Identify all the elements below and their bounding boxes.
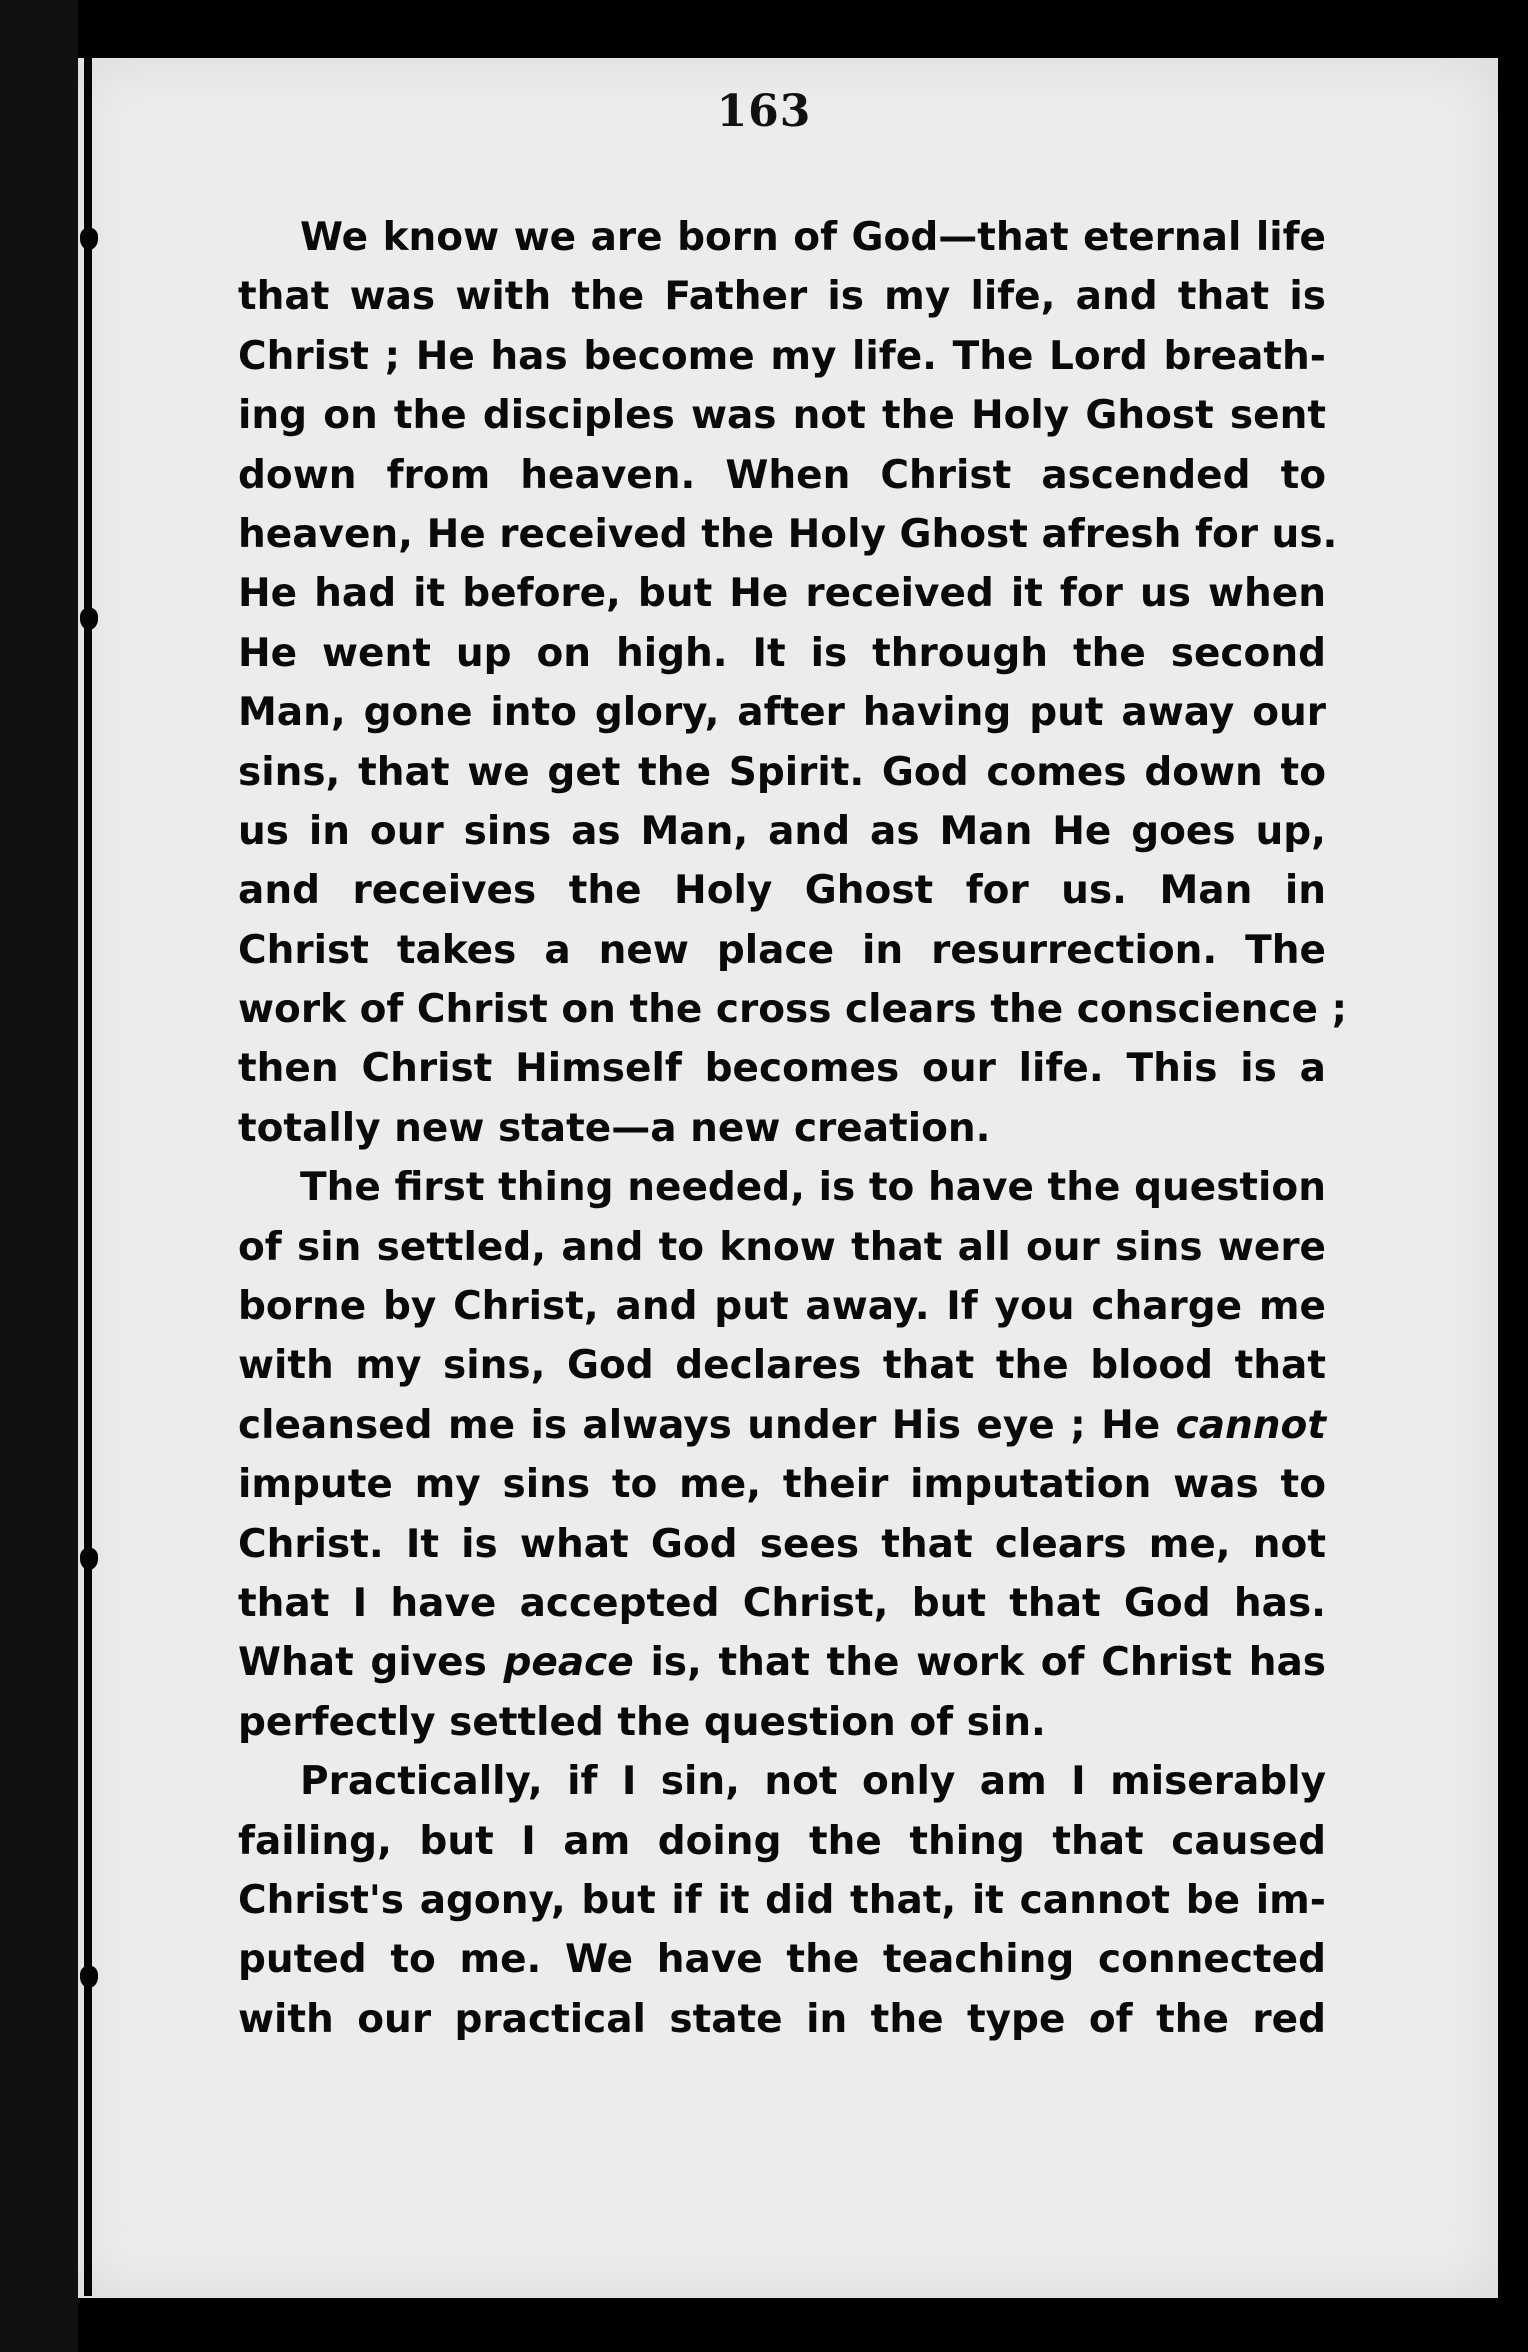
text-line: totally new state—a new creation. bbox=[238, 1105, 991, 1151]
emphasis-word: peace bbox=[503, 1640, 634, 1686]
text-segment: What gives bbox=[238, 1640, 487, 1686]
binding-knot bbox=[80, 1966, 98, 1988]
paragraph-1 bbox=[238, 208, 1348, 1158]
text-line: Christ's agony, but if it did that, it cannot be im- bbox=[238, 1877, 1326, 1923]
binding-knot bbox=[80, 1548, 98, 1570]
text-line: Man, gone into glory, after having put away our bbox=[238, 690, 1326, 736]
text-segment: is, that the work of Christ has bbox=[650, 1640, 1327, 1686]
text-line-with-emphasis bbox=[238, 1396, 1326, 1455]
binding-knot bbox=[80, 608, 98, 630]
text-line: that was with the Father is my life, and that is bbox=[238, 274, 1326, 320]
text-line: Christ takes a new place in resurrection. The bbox=[238, 927, 1326, 973]
text-line: us in our sins as Man, and as Man He goes up, bbox=[238, 808, 1326, 854]
emphasis-word: cannot bbox=[1175, 1402, 1326, 1448]
text-line: We know we are born of God—that eternal life bbox=[300, 215, 1326, 260]
text-line: with our practical state in the type of the red bbox=[238, 1996, 1326, 2042]
text-line: Christ ; He has become my life. The Lord breath- bbox=[238, 333, 1326, 379]
body-text bbox=[238, 208, 1348, 2049]
text-line-with-emphasis bbox=[238, 1633, 1326, 1692]
text-line: then Christ Himself becomes our life. This is a bbox=[238, 1046, 1326, 1092]
text-line: He had it before, but He received it for us when bbox=[238, 571, 1326, 617]
page-number: 163 bbox=[716, 86, 812, 137]
text-line: Christ. It is what God sees that clears me, not bbox=[238, 1521, 1326, 1567]
text-line: heaven, He received the Holy Ghost afresh for us. bbox=[238, 511, 1338, 557]
scan-border-left bbox=[0, 0, 78, 2352]
text-segment: cleansed me is always under His eye ; He bbox=[238, 1402, 1161, 1448]
text-line: with my sins, God declares that the blood that bbox=[238, 1343, 1326, 1389]
text-line: and receives the Holy Ghost for us. Man in bbox=[238, 868, 1326, 914]
paragraph-2 bbox=[238, 1158, 1326, 1752]
text-line: borne by Christ, and put away. If you charge me bbox=[238, 1284, 1326, 1330]
text-line: perfectly settled the question of sin. bbox=[238, 1699, 1046, 1745]
text-line: Practically, if I sin, not only am I miserably bbox=[300, 1759, 1326, 1805]
binding-thread bbox=[84, 56, 92, 2296]
text-line: down from heaven. When Christ ascended to bbox=[238, 452, 1326, 498]
text-line: ing on the disciples was not the Holy Ghost sent bbox=[238, 393, 1326, 439]
binding-knot bbox=[80, 228, 98, 250]
text-line: puted to me. We have the teaching connected bbox=[238, 1937, 1326, 1983]
text-line: The first thing needed, is to have the question bbox=[300, 1165, 1326, 1211]
paragraph-3 bbox=[238, 1752, 1326, 2049]
text-line: work of Christ on the cross clears the conscience ; bbox=[238, 987, 1348, 1033]
text-line: of sin settled, and to know that all our sins were bbox=[238, 1224, 1326, 1270]
text-line: impute my sins to me, their imputation was to bbox=[238, 1462, 1326, 1508]
text-line: sins, that we get the Spirit. God comes down to bbox=[238, 749, 1326, 795]
text-line: He went up on high. It is through the second bbox=[238, 630, 1326, 676]
text-line: failing, but I am doing the thing that caused bbox=[238, 1818, 1326, 1864]
text-line: that I have accepted Christ, but that God has. bbox=[238, 1580, 1326, 1626]
